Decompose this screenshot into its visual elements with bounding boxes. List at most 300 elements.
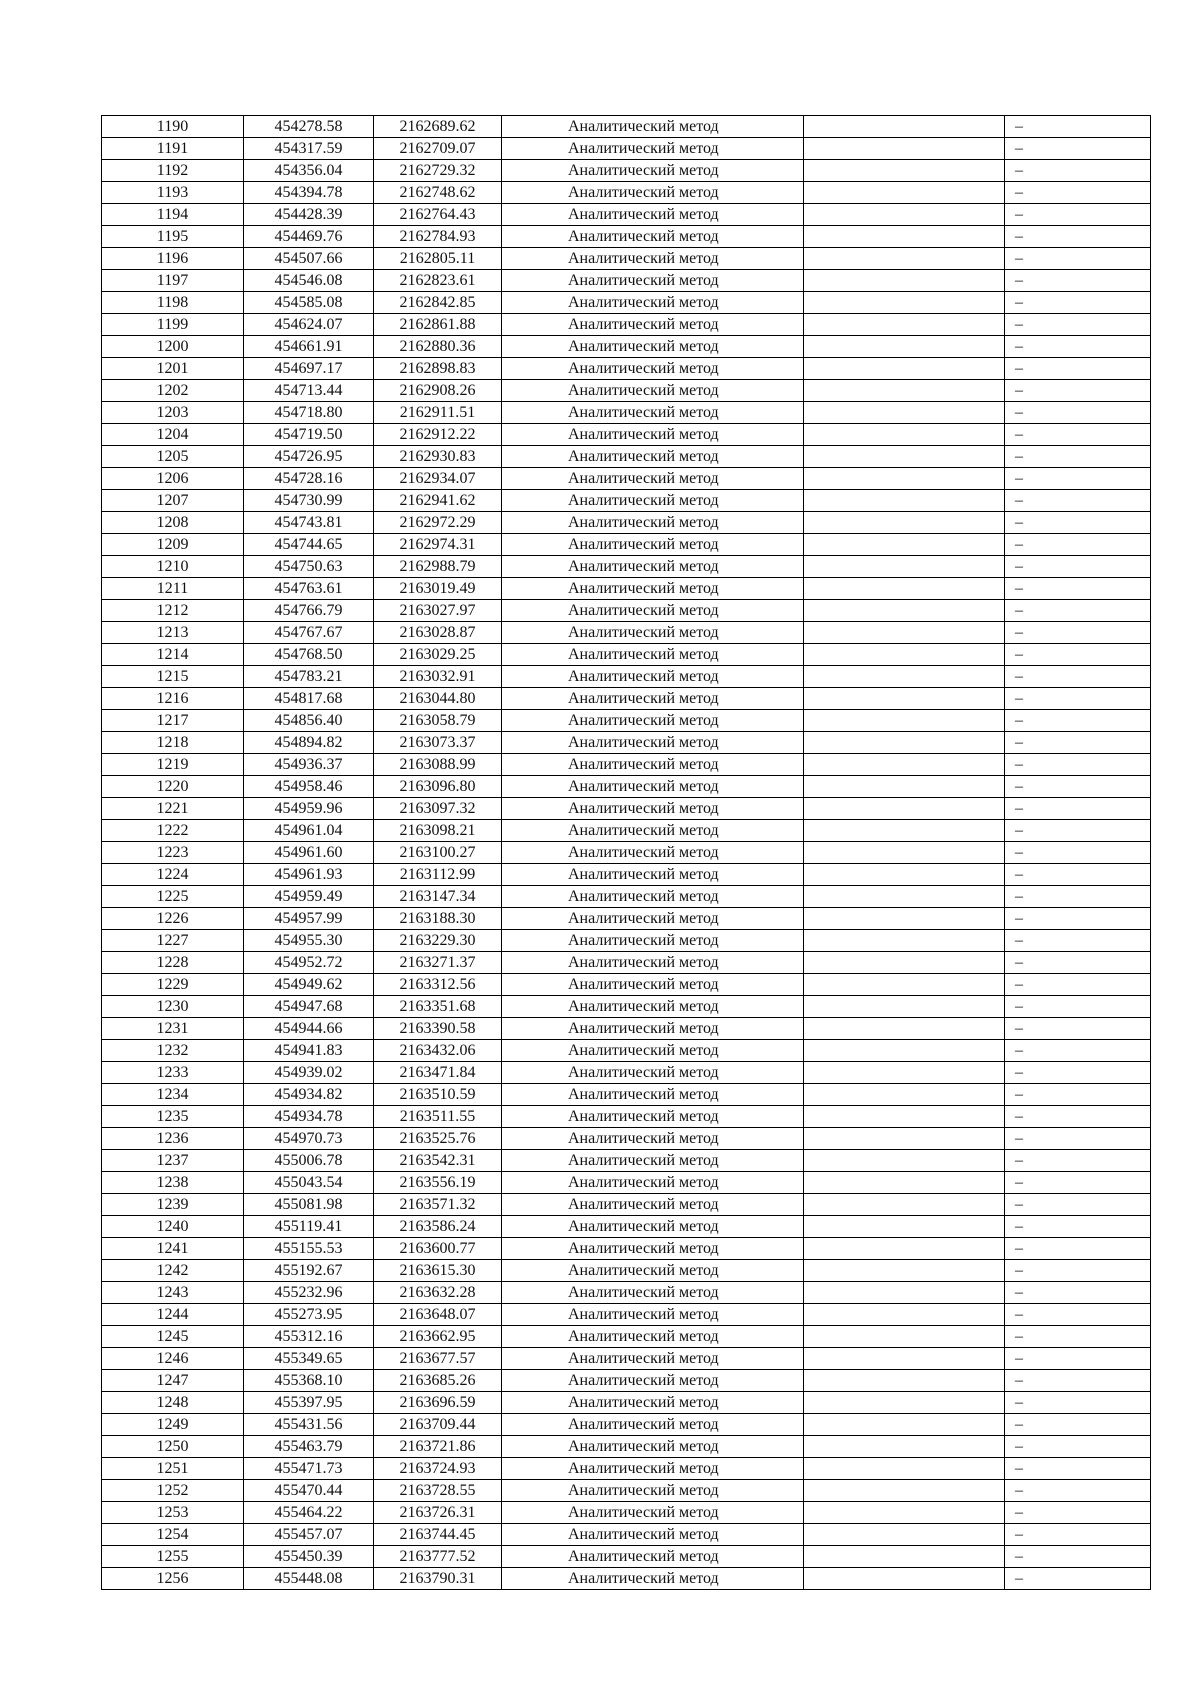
y-coordinate-cell: 2162842.85 — [374, 292, 502, 314]
y-coordinate-cell: 2163028.87 — [374, 622, 502, 644]
method-cell: Аналитический метод — [502, 292, 804, 314]
x-coordinate-cell: 455006.78 — [244, 1150, 374, 1172]
point-number-cell: 1203 — [102, 402, 244, 424]
method-cell: Аналитический метод — [502, 556, 804, 578]
point-number-cell: 1245 — [102, 1326, 244, 1348]
empty-cell — [804, 864, 1005, 886]
table-row — [102, 688, 1151, 710]
y-coordinate-cell: 2162912.22 — [374, 424, 502, 446]
table-row — [102, 336, 1151, 358]
point-number-cell: 1234 — [102, 1084, 244, 1106]
empty-cell — [804, 556, 1005, 578]
coordinates-table-body — [102, 116, 1151, 1590]
dash-cell: – — [1005, 908, 1151, 930]
method-cell: Аналитический метод — [502, 358, 804, 380]
empty-cell — [804, 666, 1005, 688]
table-row — [102, 512, 1151, 534]
table-row — [102, 468, 1151, 490]
table-row — [102, 1304, 1151, 1326]
empty-cell — [804, 1216, 1005, 1238]
method-cell: Аналитический метод — [502, 1480, 804, 1502]
point-number-cell: 1198 — [102, 292, 244, 314]
dash-cell: – — [1005, 798, 1151, 820]
dash-cell: – — [1005, 1216, 1151, 1238]
table-row — [102, 160, 1151, 182]
y-coordinate-cell: 2163600.77 — [374, 1238, 502, 1260]
y-coordinate-cell: 2162898.83 — [374, 358, 502, 380]
dash-cell: – — [1005, 1546, 1151, 1568]
x-coordinate-cell: 454317.59 — [244, 138, 374, 160]
method-cell: Аналитический метод — [502, 160, 804, 182]
empty-cell — [804, 490, 1005, 512]
method-cell: Аналитический метод — [502, 1458, 804, 1480]
y-coordinate-cell: 2163147.34 — [374, 886, 502, 908]
method-cell: Аналитический метод — [502, 204, 804, 226]
point-number-cell: 1241 — [102, 1238, 244, 1260]
table-row — [102, 556, 1151, 578]
coordinates-table — [101, 115, 1151, 1590]
table-row — [102, 798, 1151, 820]
x-coordinate-cell: 455119.41 — [244, 1216, 374, 1238]
point-number-cell: 1190 — [102, 116, 244, 138]
x-coordinate-cell: 455463.79 — [244, 1436, 374, 1458]
y-coordinate-cell: 2163058.79 — [374, 710, 502, 732]
point-number-cell: 1256 — [102, 1568, 244, 1590]
dash-cell: – — [1005, 974, 1151, 996]
x-coordinate-cell: 455457.07 — [244, 1524, 374, 1546]
y-coordinate-cell: 2163615.30 — [374, 1260, 502, 1282]
point-number-cell: 1246 — [102, 1348, 244, 1370]
dash-cell: – — [1005, 468, 1151, 490]
point-number-cell: 1225 — [102, 886, 244, 908]
table-row — [102, 490, 1151, 512]
dash-cell: – — [1005, 1304, 1151, 1326]
x-coordinate-cell: 454624.07 — [244, 314, 374, 336]
method-cell: Аналитический метод — [502, 1150, 804, 1172]
x-coordinate-cell: 454278.58 — [244, 116, 374, 138]
empty-cell — [804, 512, 1005, 534]
empty-cell — [804, 226, 1005, 248]
x-coordinate-cell: 454356.04 — [244, 160, 374, 182]
dash-cell: – — [1005, 930, 1151, 952]
dash-cell: – — [1005, 1018, 1151, 1040]
y-coordinate-cell: 2162709.07 — [374, 138, 502, 160]
point-number-cell: 1233 — [102, 1062, 244, 1084]
method-cell: Аналитический метод — [502, 1216, 804, 1238]
table-row — [102, 1282, 1151, 1304]
point-number-cell: 1227 — [102, 930, 244, 952]
x-coordinate-cell: 454713.44 — [244, 380, 374, 402]
method-cell: Аналитический метод — [502, 1414, 804, 1436]
method-cell: Аналитический метод — [502, 930, 804, 952]
table-row — [102, 710, 1151, 732]
empty-cell — [804, 578, 1005, 600]
y-coordinate-cell: 2162861.88 — [374, 314, 502, 336]
table-row — [102, 314, 1151, 336]
table-row — [102, 1480, 1151, 1502]
point-number-cell: 1191 — [102, 138, 244, 160]
dash-cell: – — [1005, 1414, 1151, 1436]
table-row — [102, 204, 1151, 226]
empty-cell — [804, 842, 1005, 864]
dash-cell: – — [1005, 1150, 1151, 1172]
dash-cell: – — [1005, 182, 1151, 204]
dash-cell: – — [1005, 776, 1151, 798]
empty-cell — [804, 644, 1005, 666]
x-coordinate-cell: 454763.61 — [244, 578, 374, 600]
y-coordinate-cell: 2163632.28 — [374, 1282, 502, 1304]
method-cell: Аналитический метод — [502, 380, 804, 402]
point-number-cell: 1251 — [102, 1458, 244, 1480]
point-number-cell: 1255 — [102, 1546, 244, 1568]
x-coordinate-cell: 455470.44 — [244, 1480, 374, 1502]
method-cell: Аналитический метод — [502, 1128, 804, 1150]
dash-cell: – — [1005, 1348, 1151, 1370]
dash-cell: – — [1005, 116, 1151, 138]
x-coordinate-cell: 454768.50 — [244, 644, 374, 666]
point-number-cell: 1217 — [102, 710, 244, 732]
dash-cell: – — [1005, 490, 1151, 512]
point-number-cell: 1205 — [102, 446, 244, 468]
method-cell: Аналитический метод — [502, 1304, 804, 1326]
method-cell: Аналитический метод — [502, 644, 804, 666]
table-row — [102, 622, 1151, 644]
y-coordinate-cell: 2163648.07 — [374, 1304, 502, 1326]
x-coordinate-cell: 454959.96 — [244, 798, 374, 820]
method-cell: Аналитический метод — [502, 908, 804, 930]
point-number-cell: 1231 — [102, 1018, 244, 1040]
method-cell: Аналитический метод — [502, 842, 804, 864]
x-coordinate-cell: 454856.40 — [244, 710, 374, 732]
empty-cell — [804, 798, 1005, 820]
dash-cell: – — [1005, 864, 1151, 886]
x-coordinate-cell: 455397.95 — [244, 1392, 374, 1414]
dash-cell: – — [1005, 248, 1151, 270]
x-coordinate-cell: 454719.50 — [244, 424, 374, 446]
dash-cell: – — [1005, 578, 1151, 600]
x-coordinate-cell: 454939.02 — [244, 1062, 374, 1084]
empty-cell — [804, 776, 1005, 798]
y-coordinate-cell: 2163777.52 — [374, 1546, 502, 1568]
empty-cell — [804, 952, 1005, 974]
table-row — [102, 1128, 1151, 1150]
table-row — [102, 776, 1151, 798]
point-number-cell: 1254 — [102, 1524, 244, 1546]
empty-cell — [804, 1084, 1005, 1106]
empty-cell — [804, 292, 1005, 314]
x-coordinate-cell: 454961.60 — [244, 842, 374, 864]
table-row — [102, 116, 1151, 138]
y-coordinate-cell: 2163312.56 — [374, 974, 502, 996]
empty-cell — [804, 1172, 1005, 1194]
empty-cell — [804, 1502, 1005, 1524]
table-row — [102, 292, 1151, 314]
table-row — [102, 820, 1151, 842]
dash-cell: – — [1005, 556, 1151, 578]
dash-cell: – — [1005, 1194, 1151, 1216]
x-coordinate-cell: 454955.30 — [244, 930, 374, 952]
x-coordinate-cell: 454585.08 — [244, 292, 374, 314]
dash-cell: – — [1005, 732, 1151, 754]
x-coordinate-cell: 454507.66 — [244, 248, 374, 270]
table-row — [102, 1172, 1151, 1194]
x-coordinate-cell: 454817.68 — [244, 688, 374, 710]
table-row — [102, 446, 1151, 468]
y-coordinate-cell: 2163188.30 — [374, 908, 502, 930]
empty-cell — [804, 1194, 1005, 1216]
y-coordinate-cell: 2163685.26 — [374, 1370, 502, 1392]
dash-cell: – — [1005, 336, 1151, 358]
y-coordinate-cell: 2163510.59 — [374, 1084, 502, 1106]
table-row — [102, 1062, 1151, 1084]
method-cell: Аналитический метод — [502, 622, 804, 644]
table-row — [102, 864, 1151, 886]
x-coordinate-cell: 454718.80 — [244, 402, 374, 424]
empty-cell — [804, 116, 1005, 138]
y-coordinate-cell: 2163790.31 — [374, 1568, 502, 1590]
dash-cell: – — [1005, 1260, 1151, 1282]
empty-cell — [804, 358, 1005, 380]
dash-cell: – — [1005, 1568, 1151, 1590]
method-cell: Аналитический метод — [502, 1018, 804, 1040]
x-coordinate-cell: 455043.54 — [244, 1172, 374, 1194]
empty-cell — [804, 1238, 1005, 1260]
table-row — [102, 248, 1151, 270]
empty-cell — [804, 1062, 1005, 1084]
x-coordinate-cell: 455349.65 — [244, 1348, 374, 1370]
point-number-cell: 1239 — [102, 1194, 244, 1216]
y-coordinate-cell: 2162934.07 — [374, 468, 502, 490]
table-row — [102, 1084, 1151, 1106]
y-coordinate-cell: 2163351.68 — [374, 996, 502, 1018]
empty-cell — [804, 622, 1005, 644]
method-cell: Аналитический метод — [502, 754, 804, 776]
empty-cell — [804, 1392, 1005, 1414]
table-row — [102, 226, 1151, 248]
point-number-cell: 1210 — [102, 556, 244, 578]
x-coordinate-cell: 454766.79 — [244, 600, 374, 622]
table-row — [102, 1040, 1151, 1062]
y-coordinate-cell: 2162689.62 — [374, 116, 502, 138]
table-row — [102, 732, 1151, 754]
dash-cell: – — [1005, 1062, 1151, 1084]
y-coordinate-cell: 2162930.83 — [374, 446, 502, 468]
y-coordinate-cell: 2162805.11 — [374, 248, 502, 270]
table-row — [102, 402, 1151, 424]
x-coordinate-cell: 454949.62 — [244, 974, 374, 996]
dash-cell: – — [1005, 314, 1151, 336]
x-coordinate-cell: 455081.98 — [244, 1194, 374, 1216]
point-number-cell: 1243 — [102, 1282, 244, 1304]
method-cell: Аналитический метод — [502, 1040, 804, 1062]
empty-cell — [804, 886, 1005, 908]
x-coordinate-cell: 454934.82 — [244, 1084, 374, 1106]
dash-cell: – — [1005, 534, 1151, 556]
dash-cell: – — [1005, 1370, 1151, 1392]
point-number-cell: 1242 — [102, 1260, 244, 1282]
method-cell: Аналитический метод — [502, 1546, 804, 1568]
x-coordinate-cell: 454970.73 — [244, 1128, 374, 1150]
method-cell: Аналитический метод — [502, 578, 804, 600]
point-number-cell: 1222 — [102, 820, 244, 842]
method-cell: Аналитический метод — [502, 732, 804, 754]
point-number-cell: 1202 — [102, 380, 244, 402]
x-coordinate-cell: 454750.63 — [244, 556, 374, 578]
point-number-cell: 1232 — [102, 1040, 244, 1062]
x-coordinate-cell: 454961.04 — [244, 820, 374, 842]
x-coordinate-cell: 455155.53 — [244, 1238, 374, 1260]
point-number-cell: 1209 — [102, 534, 244, 556]
y-coordinate-cell: 2163571.32 — [374, 1194, 502, 1216]
empty-cell — [804, 1348, 1005, 1370]
dash-cell: – — [1005, 1502, 1151, 1524]
empty-cell — [804, 402, 1005, 424]
dash-cell: – — [1005, 424, 1151, 446]
point-number-cell: 1216 — [102, 688, 244, 710]
y-coordinate-cell: 2162784.93 — [374, 226, 502, 248]
point-number-cell: 1229 — [102, 974, 244, 996]
table-row — [102, 1194, 1151, 1216]
y-coordinate-cell: 2163511.55 — [374, 1106, 502, 1128]
y-coordinate-cell: 2162880.36 — [374, 336, 502, 358]
y-coordinate-cell: 2163542.31 — [374, 1150, 502, 1172]
x-coordinate-cell: 454744.65 — [244, 534, 374, 556]
table-row — [102, 666, 1151, 688]
y-coordinate-cell: 2163100.27 — [374, 842, 502, 864]
dash-cell: – — [1005, 1392, 1151, 1414]
y-coordinate-cell: 2163525.76 — [374, 1128, 502, 1150]
point-number-cell: 1252 — [102, 1480, 244, 1502]
empty-cell — [804, 314, 1005, 336]
table-row — [102, 380, 1151, 402]
empty-cell — [804, 1018, 1005, 1040]
empty-cell — [804, 270, 1005, 292]
x-coordinate-cell: 454469.76 — [244, 226, 374, 248]
method-cell: Аналитический метод — [502, 138, 804, 160]
x-coordinate-cell: 455448.08 — [244, 1568, 374, 1590]
point-number-cell: 1244 — [102, 1304, 244, 1326]
y-coordinate-cell: 2163096.80 — [374, 776, 502, 798]
y-coordinate-cell: 2163724.93 — [374, 1458, 502, 1480]
empty-cell — [804, 1436, 1005, 1458]
x-coordinate-cell: 454697.17 — [244, 358, 374, 380]
table-row — [102, 842, 1151, 864]
dash-cell: – — [1005, 1282, 1151, 1304]
y-coordinate-cell: 2163677.57 — [374, 1348, 502, 1370]
x-coordinate-cell: 454894.82 — [244, 732, 374, 754]
table-row — [102, 1370, 1151, 1392]
empty-cell — [804, 930, 1005, 952]
y-coordinate-cell: 2163709.44 — [374, 1414, 502, 1436]
y-coordinate-cell: 2163032.91 — [374, 666, 502, 688]
empty-cell — [804, 1106, 1005, 1128]
y-coordinate-cell: 2162974.31 — [374, 534, 502, 556]
method-cell: Аналитический метод — [502, 1568, 804, 1590]
method-cell: Аналитический метод — [502, 1326, 804, 1348]
point-number-cell: 1207 — [102, 490, 244, 512]
table-row — [102, 930, 1151, 952]
point-number-cell: 1240 — [102, 1216, 244, 1238]
empty-cell — [804, 732, 1005, 754]
dash-cell: – — [1005, 886, 1151, 908]
table-row — [102, 886, 1151, 908]
y-coordinate-cell: 2163662.95 — [374, 1326, 502, 1348]
x-coordinate-cell: 455192.67 — [244, 1260, 374, 1282]
dash-cell: – — [1005, 512, 1151, 534]
y-coordinate-cell: 2163556.19 — [374, 1172, 502, 1194]
y-coordinate-cell: 2163728.55 — [374, 1480, 502, 1502]
dash-cell: – — [1005, 204, 1151, 226]
dash-cell: – — [1005, 380, 1151, 402]
x-coordinate-cell: 455464.22 — [244, 1502, 374, 1524]
table-row — [102, 534, 1151, 556]
table-row — [102, 138, 1151, 160]
dash-cell: – — [1005, 644, 1151, 666]
empty-cell — [804, 1040, 1005, 1062]
x-coordinate-cell: 454947.68 — [244, 996, 374, 1018]
method-cell: Аналитический метод — [502, 534, 804, 556]
method-cell: Аналитический метод — [502, 1260, 804, 1282]
x-coordinate-cell: 454941.83 — [244, 1040, 374, 1062]
y-coordinate-cell: 2162911.51 — [374, 402, 502, 424]
y-coordinate-cell: 2163029.25 — [374, 644, 502, 666]
dash-cell: – — [1005, 292, 1151, 314]
method-cell: Аналитический метод — [502, 248, 804, 270]
y-coordinate-cell: 2163271.37 — [374, 952, 502, 974]
dash-cell: – — [1005, 1436, 1151, 1458]
method-cell: Аналитический метод — [502, 600, 804, 622]
y-coordinate-cell: 2162908.26 — [374, 380, 502, 402]
point-number-cell: 1237 — [102, 1150, 244, 1172]
method-cell: Аналитический метод — [502, 688, 804, 710]
empty-cell — [804, 688, 1005, 710]
y-coordinate-cell: 2163112.99 — [374, 864, 502, 886]
dash-cell: – — [1005, 1128, 1151, 1150]
table-row — [102, 1414, 1151, 1436]
point-number-cell: 1236 — [102, 1128, 244, 1150]
point-number-cell: 1249 — [102, 1414, 244, 1436]
method-cell: Аналитический метод — [502, 1084, 804, 1106]
dash-cell: – — [1005, 1326, 1151, 1348]
method-cell: Аналитический метод — [502, 1238, 804, 1260]
y-coordinate-cell: 2163744.45 — [374, 1524, 502, 1546]
table-row — [102, 1436, 1151, 1458]
empty-cell — [804, 710, 1005, 732]
empty-cell — [804, 248, 1005, 270]
empty-cell — [804, 138, 1005, 160]
method-cell: Аналитический метод — [502, 996, 804, 1018]
point-number-cell: 1220 — [102, 776, 244, 798]
table-row — [102, 908, 1151, 930]
dash-cell: – — [1005, 446, 1151, 468]
method-cell: Аналитический метод — [502, 820, 804, 842]
dash-cell: – — [1005, 820, 1151, 842]
x-coordinate-cell: 454726.95 — [244, 446, 374, 468]
y-coordinate-cell: 2163097.32 — [374, 798, 502, 820]
x-coordinate-cell: 454952.72 — [244, 952, 374, 974]
empty-cell — [804, 600, 1005, 622]
table-row — [102, 974, 1151, 996]
table-row — [102, 1458, 1151, 1480]
dash-cell: – — [1005, 226, 1151, 248]
method-cell: Аналитический метод — [502, 512, 804, 534]
table-row — [102, 1106, 1151, 1128]
dash-cell: – — [1005, 600, 1151, 622]
point-number-cell: 1250 — [102, 1436, 244, 1458]
table-row — [102, 1260, 1151, 1282]
point-number-cell: 1213 — [102, 622, 244, 644]
y-coordinate-cell: 2163586.24 — [374, 1216, 502, 1238]
